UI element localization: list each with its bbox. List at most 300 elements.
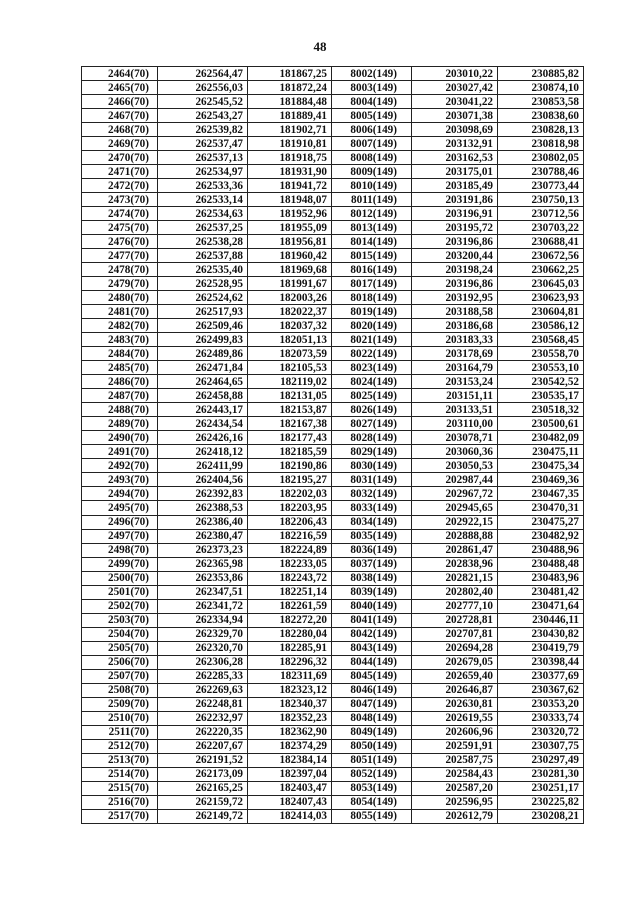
x-coordinate-cell: 202587,75	[412, 753, 498, 767]
table-row	[82, 571, 584, 585]
x-coordinate-cell: 202821,15	[412, 571, 498, 585]
table-row	[82, 809, 584, 823]
y-coordinate-cell: 230518,32	[498, 403, 584, 417]
table-row	[82, 403, 584, 417]
x-coordinate-cell: 262159,72	[158, 795, 248, 809]
point-id-cell: 2498(70)	[82, 543, 158, 557]
x-coordinate-cell: 203175,01	[412, 165, 498, 179]
point-id-cell: 8049(149)	[332, 725, 412, 739]
x-coordinate-cell: 262285,33	[158, 669, 248, 683]
y-coordinate-cell: 230475,34	[498, 459, 584, 473]
x-coordinate-cell: 262543,27	[158, 109, 248, 123]
y-coordinate-cell: 230482,92	[498, 529, 584, 543]
y-coordinate-cell: 230712,56	[498, 207, 584, 221]
y-coordinate-cell: 230750,13	[498, 193, 584, 207]
table-row	[82, 207, 584, 221]
point-id-cell: 2501(70)	[82, 585, 158, 599]
y-coordinate-cell: 230703,22	[498, 221, 584, 235]
x-coordinate-cell: 203133,51	[412, 403, 498, 417]
table-row	[82, 669, 584, 683]
x-coordinate-cell: 262528,95	[158, 277, 248, 291]
x-coordinate-cell: 203027,42	[412, 81, 498, 95]
y-coordinate-cell: 182233,05	[248, 557, 332, 571]
y-coordinate-cell: 182251,14	[248, 585, 332, 599]
x-coordinate-cell: 203196,91	[412, 207, 498, 221]
y-coordinate-cell: 182073,59	[248, 347, 332, 361]
x-coordinate-cell: 202646,87	[412, 683, 498, 697]
x-coordinate-cell: 262464,65	[158, 375, 248, 389]
y-coordinate-cell: 182296,32	[248, 655, 332, 669]
table-row	[82, 585, 584, 599]
table-row	[82, 67, 584, 81]
y-coordinate-cell: 182407,43	[248, 795, 332, 809]
y-coordinate-cell: 230377,69	[498, 669, 584, 683]
table-row	[82, 529, 584, 543]
point-id-cell: 8044(149)	[332, 655, 412, 669]
point-id-cell: 2506(70)	[82, 655, 158, 669]
x-coordinate-cell: 202802,40	[412, 585, 498, 599]
page-number: 48	[313, 39, 327, 54]
x-coordinate-cell: 203198,24	[412, 263, 498, 277]
y-coordinate-cell: 230320,72	[498, 725, 584, 739]
table-row	[82, 431, 584, 445]
y-coordinate-cell: 182051,13	[248, 333, 332, 347]
coordinates-table	[81, 66, 584, 824]
x-coordinate-cell: 262535,40	[158, 263, 248, 277]
x-coordinate-cell: 262545,52	[158, 95, 248, 109]
x-coordinate-cell: 262537,13	[158, 151, 248, 165]
x-coordinate-cell: 202777,10	[412, 599, 498, 613]
table-row	[82, 375, 584, 389]
x-coordinate-cell: 203071,38	[412, 109, 498, 123]
table-row	[82, 221, 584, 235]
x-coordinate-cell: 203188,58	[412, 305, 498, 319]
point-id-cell: 8053(149)	[332, 781, 412, 795]
y-coordinate-cell: 230430,82	[498, 627, 584, 641]
x-coordinate-cell: 202619,55	[412, 711, 498, 725]
y-coordinate-cell: 230251,17	[498, 781, 584, 795]
y-coordinate-cell: 230568,45	[498, 333, 584, 347]
y-coordinate-cell: 230469,36	[498, 473, 584, 487]
point-id-cell: 2466(70)	[82, 95, 158, 109]
x-coordinate-cell: 262373,23	[158, 543, 248, 557]
x-coordinate-cell: 262411,99	[158, 459, 248, 473]
x-coordinate-cell: 262509,46	[158, 319, 248, 333]
y-coordinate-cell: 230500,61	[498, 417, 584, 431]
table-row	[82, 137, 584, 151]
x-coordinate-cell: 262380,47	[158, 529, 248, 543]
point-id-cell: 8009(149)	[332, 165, 412, 179]
point-id-cell: 8041(149)	[332, 613, 412, 627]
point-id-cell: 2509(70)	[82, 697, 158, 711]
point-id-cell: 2490(70)	[82, 431, 158, 445]
point-id-cell: 8024(149)	[332, 375, 412, 389]
x-coordinate-cell: 262220,35	[158, 725, 248, 739]
x-coordinate-cell: 203178,69	[412, 347, 498, 361]
table-row	[82, 263, 584, 277]
y-coordinate-cell: 230558,70	[498, 347, 584, 361]
x-coordinate-cell: 202587,20	[412, 781, 498, 795]
y-coordinate-cell: 182414,03	[248, 809, 332, 823]
y-coordinate-cell: 230885,82	[498, 67, 584, 81]
x-coordinate-cell: 262524,62	[158, 291, 248, 305]
point-id-cell: 2482(70)	[82, 319, 158, 333]
point-id-cell: 2516(70)	[82, 795, 158, 809]
point-id-cell: 2496(70)	[82, 515, 158, 529]
x-coordinate-cell: 262538,28	[158, 235, 248, 249]
x-coordinate-cell: 203200,44	[412, 249, 498, 263]
y-coordinate-cell: 230553,10	[498, 361, 584, 375]
point-id-cell: 2488(70)	[82, 403, 158, 417]
table-row	[82, 753, 584, 767]
x-coordinate-cell: 262556,03	[158, 81, 248, 95]
point-id-cell: 2471(70)	[82, 165, 158, 179]
point-id-cell: 2467(70)	[82, 109, 158, 123]
x-coordinate-cell: 203078,71	[412, 431, 498, 445]
x-coordinate-cell: 262232,97	[158, 711, 248, 725]
y-coordinate-cell: 182362,90	[248, 725, 332, 739]
x-coordinate-cell: 262537,88	[158, 249, 248, 263]
point-id-cell: 2480(70)	[82, 291, 158, 305]
point-id-cell: 8022(149)	[332, 347, 412, 361]
table-row	[82, 95, 584, 109]
y-coordinate-cell: 182203,95	[248, 501, 332, 515]
point-id-cell: 8012(149)	[332, 207, 412, 221]
x-coordinate-cell: 202861,47	[412, 543, 498, 557]
x-coordinate-cell: 202606,96	[412, 725, 498, 739]
table-row	[82, 459, 584, 473]
table-row	[82, 193, 584, 207]
x-coordinate-cell: 203010,22	[412, 67, 498, 81]
point-id-cell: 8020(149)	[332, 319, 412, 333]
table-row	[82, 697, 584, 711]
table-row	[82, 417, 584, 431]
point-id-cell: 2499(70)	[82, 557, 158, 571]
point-id-cell: 8031(149)	[332, 473, 412, 487]
y-coordinate-cell: 230281,30	[498, 767, 584, 781]
y-coordinate-cell: 230307,75	[498, 739, 584, 753]
x-coordinate-cell: 262392,83	[158, 487, 248, 501]
table-row	[82, 627, 584, 641]
y-coordinate-cell: 181960,42	[248, 249, 332, 263]
point-id-cell: 8023(149)	[332, 361, 412, 375]
point-id-cell: 2491(70)	[82, 445, 158, 459]
y-coordinate-cell: 182153,87	[248, 403, 332, 417]
point-id-cell: 8033(149)	[332, 501, 412, 515]
point-id-cell: 8052(149)	[332, 767, 412, 781]
y-coordinate-cell: 181872,24	[248, 81, 332, 95]
point-id-cell: 8026(149)	[332, 403, 412, 417]
x-coordinate-cell: 203195,72	[412, 221, 498, 235]
y-coordinate-cell: 181867,25	[248, 67, 332, 81]
point-id-cell: 2515(70)	[82, 781, 158, 795]
x-coordinate-cell: 203098,69	[412, 123, 498, 137]
y-coordinate-cell: 181902,71	[248, 123, 332, 137]
point-id-cell: 2469(70)	[82, 137, 158, 151]
point-id-cell: 2468(70)	[82, 123, 158, 137]
table-row	[82, 81, 584, 95]
y-coordinate-cell: 230208,21	[498, 809, 584, 823]
table-row	[82, 123, 584, 137]
point-id-cell: 2465(70)	[82, 81, 158, 95]
y-coordinate-cell: 230662,25	[498, 263, 584, 277]
point-id-cell: 8043(149)	[332, 641, 412, 655]
point-id-cell: 2508(70)	[82, 683, 158, 697]
table-row	[82, 277, 584, 291]
y-coordinate-cell: 181918,75	[248, 151, 332, 165]
x-coordinate-cell: 262471,84	[158, 361, 248, 375]
point-id-cell: 2464(70)	[82, 67, 158, 81]
point-id-cell: 2512(70)	[82, 739, 158, 753]
y-coordinate-cell: 230333,74	[498, 711, 584, 725]
table-row	[82, 389, 584, 403]
point-id-cell: 2481(70)	[82, 305, 158, 319]
point-id-cell: 8029(149)	[332, 445, 412, 459]
point-id-cell: 2485(70)	[82, 361, 158, 375]
table-row	[82, 109, 584, 123]
x-coordinate-cell: 202888,88	[412, 529, 498, 543]
x-coordinate-cell: 262404,56	[158, 473, 248, 487]
y-coordinate-cell: 181884,48	[248, 95, 332, 109]
point-id-cell: 2507(70)	[82, 669, 158, 683]
y-coordinate-cell: 230604,81	[498, 305, 584, 319]
point-id-cell: 2486(70)	[82, 375, 158, 389]
point-id-cell: 8046(149)	[332, 683, 412, 697]
x-coordinate-cell: 202945,65	[412, 501, 498, 515]
x-coordinate-cell: 262534,63	[158, 207, 248, 221]
x-coordinate-cell: 262306,28	[158, 655, 248, 669]
x-coordinate-cell: 262564,47	[158, 67, 248, 81]
point-id-cell: 8025(149)	[332, 389, 412, 403]
table-row	[82, 641, 584, 655]
table-row	[82, 473, 584, 487]
y-coordinate-cell: 182397,04	[248, 767, 332, 781]
point-id-cell: 8035(149)	[332, 529, 412, 543]
y-coordinate-cell: 230470,31	[498, 501, 584, 515]
table-row	[82, 151, 584, 165]
x-coordinate-cell: 203196,86	[412, 235, 498, 249]
x-coordinate-cell: 262149,72	[158, 809, 248, 823]
point-id-cell: 2517(70)	[82, 809, 158, 823]
y-coordinate-cell: 230802,05	[498, 151, 584, 165]
point-id-cell: 8055(149)	[332, 809, 412, 823]
point-id-cell: 2475(70)	[82, 221, 158, 235]
y-coordinate-cell: 230838,60	[498, 109, 584, 123]
x-coordinate-cell: 262365,98	[158, 557, 248, 571]
y-coordinate-cell: 182190,86	[248, 459, 332, 473]
table-row	[82, 767, 584, 781]
y-coordinate-cell: 182374,29	[248, 739, 332, 753]
point-id-cell: 8003(149)	[332, 81, 412, 95]
y-coordinate-cell: 230475,27	[498, 515, 584, 529]
x-coordinate-cell: 202596,95	[412, 795, 498, 809]
point-id-cell: 2487(70)	[82, 389, 158, 403]
point-id-cell: 8007(149)	[332, 137, 412, 151]
point-id-cell: 8010(149)	[332, 179, 412, 193]
y-coordinate-cell: 230419,79	[498, 641, 584, 655]
point-id-cell: 2473(70)	[82, 193, 158, 207]
y-coordinate-cell: 230475,11	[498, 445, 584, 459]
x-coordinate-cell: 262173,09	[158, 767, 248, 781]
y-coordinate-cell: 181955,09	[248, 221, 332, 235]
y-coordinate-cell: 181952,96	[248, 207, 332, 221]
point-id-cell: 2495(70)	[82, 501, 158, 515]
table-row	[82, 361, 584, 375]
x-coordinate-cell: 262165,25	[158, 781, 248, 795]
y-coordinate-cell: 230672,56	[498, 249, 584, 263]
point-id-cell: 2479(70)	[82, 277, 158, 291]
x-coordinate-cell: 203153,24	[412, 375, 498, 389]
x-coordinate-cell: 203060,36	[412, 445, 498, 459]
x-coordinate-cell: 203186,68	[412, 319, 498, 333]
x-coordinate-cell: 203183,33	[412, 333, 498, 347]
y-coordinate-cell: 182003,26	[248, 291, 332, 305]
x-coordinate-cell: 262499,83	[158, 333, 248, 347]
point-id-cell: 2510(70)	[82, 711, 158, 725]
point-id-cell: 8021(149)	[332, 333, 412, 347]
x-coordinate-cell: 202728,81	[412, 613, 498, 627]
point-id-cell: 8015(149)	[332, 249, 412, 263]
point-id-cell: 2502(70)	[82, 599, 158, 613]
y-coordinate-cell: 181956,81	[248, 235, 332, 249]
x-coordinate-cell: 262537,47	[158, 137, 248, 151]
point-id-cell: 2492(70)	[82, 459, 158, 473]
table-row	[82, 725, 584, 739]
y-coordinate-cell: 182195,27	[248, 473, 332, 487]
x-coordinate-cell: 202584,43	[412, 767, 498, 781]
x-coordinate-cell: 202987,44	[412, 473, 498, 487]
point-id-cell: 8005(149)	[332, 109, 412, 123]
y-coordinate-cell: 230773,44	[498, 179, 584, 193]
y-coordinate-cell: 181931,90	[248, 165, 332, 179]
table-row	[82, 557, 584, 571]
x-coordinate-cell: 203050,53	[412, 459, 498, 473]
y-coordinate-cell: 230818,98	[498, 137, 584, 151]
y-coordinate-cell: 230353,20	[498, 697, 584, 711]
point-id-cell: 8040(149)	[332, 599, 412, 613]
x-coordinate-cell: 203132,91	[412, 137, 498, 151]
x-coordinate-cell: 203151,11	[412, 389, 498, 403]
point-id-cell: 2514(70)	[82, 767, 158, 781]
x-coordinate-cell: 203041,22	[412, 95, 498, 109]
y-coordinate-cell: 230467,35	[498, 487, 584, 501]
x-coordinate-cell: 262533,14	[158, 193, 248, 207]
point-id-cell: 8017(149)	[332, 277, 412, 291]
point-id-cell: 8042(149)	[332, 627, 412, 641]
y-coordinate-cell: 181889,41	[248, 109, 332, 123]
point-id-cell: 2484(70)	[82, 347, 158, 361]
table-row	[82, 515, 584, 529]
y-coordinate-cell: 182224,89	[248, 543, 332, 557]
x-coordinate-cell: 262533,36	[158, 179, 248, 193]
point-id-cell: 8013(149)	[332, 221, 412, 235]
table-row	[82, 235, 584, 249]
y-coordinate-cell: 230483,96	[498, 571, 584, 585]
point-id-cell: 2476(70)	[82, 235, 158, 249]
x-coordinate-cell: 262341,72	[158, 599, 248, 613]
point-id-cell: 8045(149)	[332, 669, 412, 683]
x-coordinate-cell: 203196,86	[412, 277, 498, 291]
x-coordinate-cell: 203191,86	[412, 193, 498, 207]
table-row	[82, 319, 584, 333]
y-coordinate-cell: 182202,03	[248, 487, 332, 501]
point-id-cell: 8016(149)	[332, 263, 412, 277]
x-coordinate-cell: 262207,67	[158, 739, 248, 753]
x-coordinate-cell: 262458,88	[158, 389, 248, 403]
y-coordinate-cell: 182285,91	[248, 641, 332, 655]
x-coordinate-cell: 262334,94	[158, 613, 248, 627]
point-id-cell: 8050(149)	[332, 739, 412, 753]
y-coordinate-cell: 230645,03	[498, 277, 584, 291]
point-id-cell: 8027(149)	[332, 417, 412, 431]
table-row	[82, 179, 584, 193]
point-id-cell: 2513(70)	[82, 753, 158, 767]
y-coordinate-cell: 182119,02	[248, 375, 332, 389]
point-id-cell: 8006(149)	[332, 123, 412, 137]
y-coordinate-cell: 230482,09	[498, 431, 584, 445]
table-row	[82, 305, 584, 319]
y-coordinate-cell: 181969,68	[248, 263, 332, 277]
table-row	[82, 333, 584, 347]
y-coordinate-cell: 230225,82	[498, 795, 584, 809]
table-row	[82, 543, 584, 557]
table-row	[82, 487, 584, 501]
point-id-cell: 8032(149)	[332, 487, 412, 501]
point-id-cell: 8002(149)	[332, 67, 412, 81]
coordinates-table-body	[82, 67, 584, 824]
y-coordinate-cell: 230542,52	[498, 375, 584, 389]
x-coordinate-cell: 262248,81	[158, 697, 248, 711]
x-coordinate-cell: 202612,79	[412, 809, 498, 823]
x-coordinate-cell: 203164,79	[412, 361, 498, 375]
x-coordinate-cell: 262537,25	[158, 221, 248, 235]
point-id-cell: 8054(149)	[332, 795, 412, 809]
point-id-cell: 8030(149)	[332, 459, 412, 473]
y-coordinate-cell: 182177,43	[248, 431, 332, 445]
y-coordinate-cell: 182131,05	[248, 389, 332, 403]
x-coordinate-cell: 262269,63	[158, 683, 248, 697]
table-row	[82, 613, 584, 627]
y-coordinate-cell: 182323,12	[248, 683, 332, 697]
table-row	[82, 739, 584, 753]
table-row	[82, 291, 584, 305]
y-coordinate-cell: 182280,04	[248, 627, 332, 641]
table-row	[82, 165, 584, 179]
x-coordinate-cell: 262353,86	[158, 571, 248, 585]
y-coordinate-cell: 230488,48	[498, 557, 584, 571]
y-coordinate-cell: 181910,81	[248, 137, 332, 151]
y-coordinate-cell: 230828,13	[498, 123, 584, 137]
y-coordinate-cell: 182272,20	[248, 613, 332, 627]
point-id-cell: 8048(149)	[332, 711, 412, 725]
y-coordinate-cell: 182340,37	[248, 697, 332, 711]
point-id-cell: 2500(70)	[82, 571, 158, 585]
y-coordinate-cell: 230535,17	[498, 389, 584, 403]
point-id-cell: 2489(70)	[82, 417, 158, 431]
table-row	[82, 795, 584, 809]
y-coordinate-cell: 182037,32	[248, 319, 332, 333]
y-coordinate-cell: 230398,44	[498, 655, 584, 669]
y-coordinate-cell: 230874,10	[498, 81, 584, 95]
y-coordinate-cell: 181991,67	[248, 277, 332, 291]
y-coordinate-cell: 182384,14	[248, 753, 332, 767]
y-coordinate-cell: 230488,96	[498, 543, 584, 557]
x-coordinate-cell: 262329,70	[158, 627, 248, 641]
point-id-cell: 8047(149)	[332, 697, 412, 711]
point-id-cell: 2504(70)	[82, 627, 158, 641]
x-coordinate-cell: 262426,16	[158, 431, 248, 445]
x-coordinate-cell: 262539,82	[158, 123, 248, 137]
